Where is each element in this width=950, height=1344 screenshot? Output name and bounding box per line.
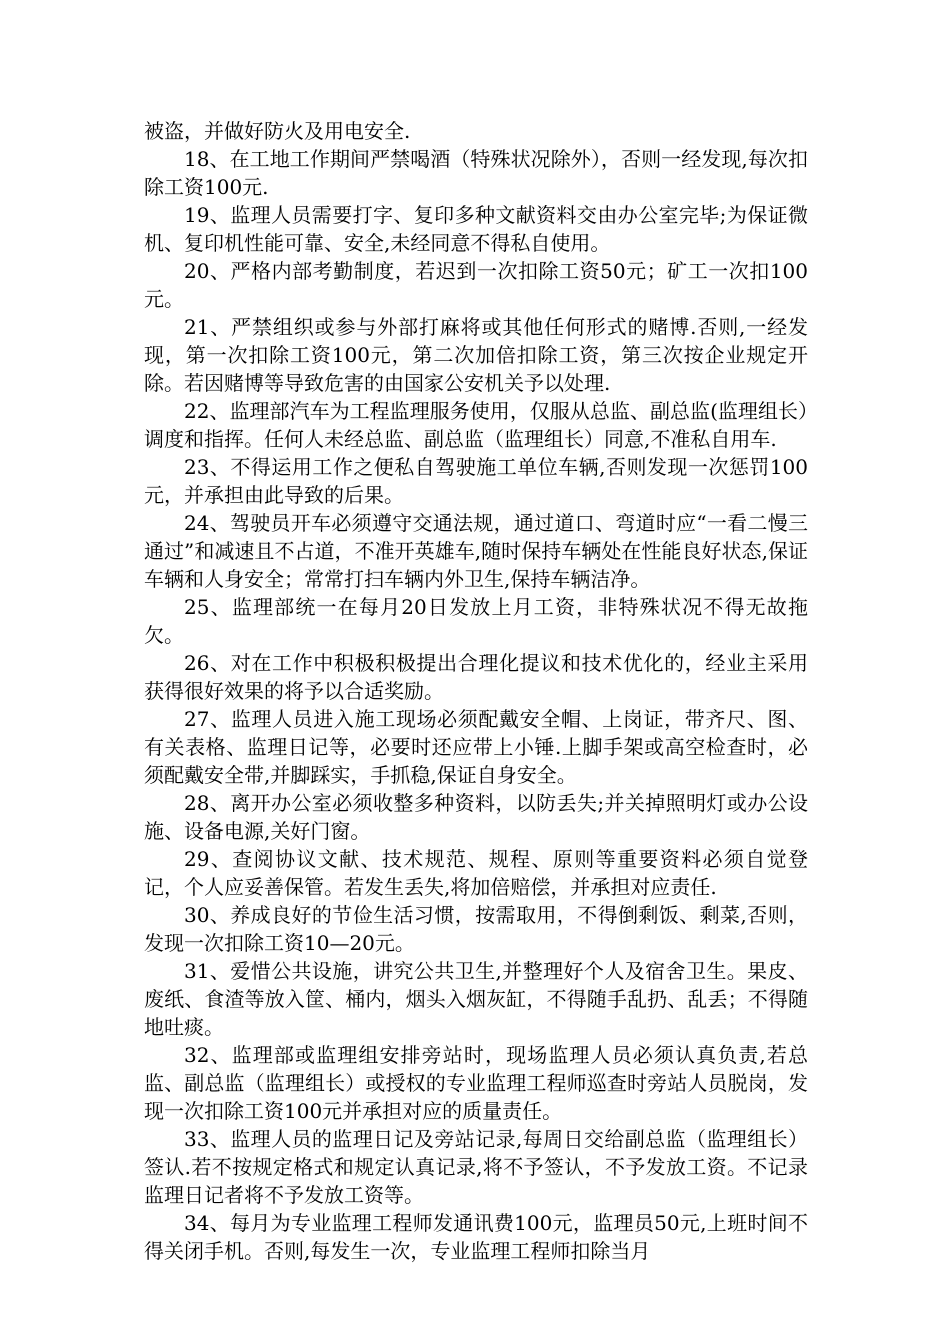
paragraph-item-34: 34、每月为专业监理工程师发通讯费100元，监理员50元,上班时间不得关闭手机。否则,每发生一次，专业监理工程师扣除当月 [144, 1211, 808, 1263]
paragraph-item-22: 22、监理部汽车为工程监理服务使用，仅服从总监、副总监(监理组长）调度和指挥。任何人未经总监、副总监（监理组长）同意,不准私自用车. [144, 399, 808, 451]
paragraph-item-18: 18、在工地工作期间严禁喝酒（特殊状况除外），否则一经发现,每次扣除工资100元. [144, 147, 808, 199]
paragraph-item-24: 24、驾驶员开车必须遵守交通法规，通过道口、弯道时应“一看二慢三通过”和减速且不占道，不准开英雄车,随时保持车辆处在性能良好状态,保证车辆和人身安全；常常打扫车辆内外卫生,保持车辆洁净。 [144, 511, 808, 591]
paragraph-item-25: 25、监理部统一在每月20日发放上月工资，非特殊状况不得无故拖欠。 [144, 595, 808, 647]
paragraph-item-26: 26、对在工作中积极积极提出合理化提议和技术优化的，经业主采用获得很好效果的将予以合适奖励。 [144, 651, 808, 703]
paragraph-item-19: 19、监理人员需要打字、复印多种文献资料交由办公室完毕;为保证微机、复印机性能可靠、安全,未经同意不得私自使用。 [144, 203, 808, 255]
paragraph-item-28: 28、离开办公室必须收整多种资料，以防丢失;并关掉照明灯或办公设施、设备电源,关好门窗。 [144, 791, 808, 843]
document-page [144, 117, 808, 1265]
paragraph-continuation: 被盗，并做好防火及用电安全. [144, 119, 411, 143]
paragraph-item-32: 32、监理部或监理组安排旁站时，现场监理人员必须认真负责,若总监、副总监（监理组长）或授权的专业监理工程师巡查时旁站人员脱岗，发现一次扣除工资100元并承担对应的质量责任。 [144, 1043, 808, 1123]
paragraph-item-23: 23、不得运用工作之便私自驾驶施工单位车辆,否则发现一次惩罚100元，并承担由此导致的后果。 [144, 455, 808, 507]
paragraph-item-21: 21、严禁组织或参与外部打麻将或其他任何形式的赌博.否则,一经发现，第一次扣除工资100元，第二次加倍扣除工资，第三次按企业规定开除。若因赌博等导致危害的由国家公安机关予以处理. [144, 315, 808, 395]
paragraph-item-27: 27、监理人员进入施工现场必须配戴安全帽、上岗证，带齐尺、图、有关表格、监理日记等，必要时还应带上小锤.上脚手架或高空检查时，必须配戴安全带,并脚踩实，手抓稳,保证自身安全。 [144, 707, 808, 787]
paragraph-item-20: 20、严格内部考勤制度，若迟到一次扣除工资50元；矿工一次扣100元。 [144, 259, 808, 311]
paragraph-item-31: 31、爱惜公共设施，讲究公共卫生,并整理好个人及宿舍卫生。果皮、废纸、食渣等放入筐、桶内，烟头入烟灰缸，不得随手乱扔、乱丢；不得随地吐痰。 [144, 959, 808, 1039]
paragraph-item-33: 33、监理人员的监理日记及旁站记录,每周日交给副总监（监理组长）签认.若不按规定格式和规定认真记录,将不予签认，不予发放工资。不记录监理日记者将不予发放工资等。 [144, 1127, 808, 1207]
paragraph-item-30: 30、养成良好的节俭生活习惯，按需取用，不得倒剩饭、剩菜,否则，发现一次扣除工资10—20元。 [144, 903, 808, 955]
paragraph-item-29: 29、查阅协议文献、技术规范、规程、原则等重要资料必须自觉登记，个人应妥善保管。若发生丢失,将加倍赔偿，并承担对应责任. [144, 847, 808, 899]
